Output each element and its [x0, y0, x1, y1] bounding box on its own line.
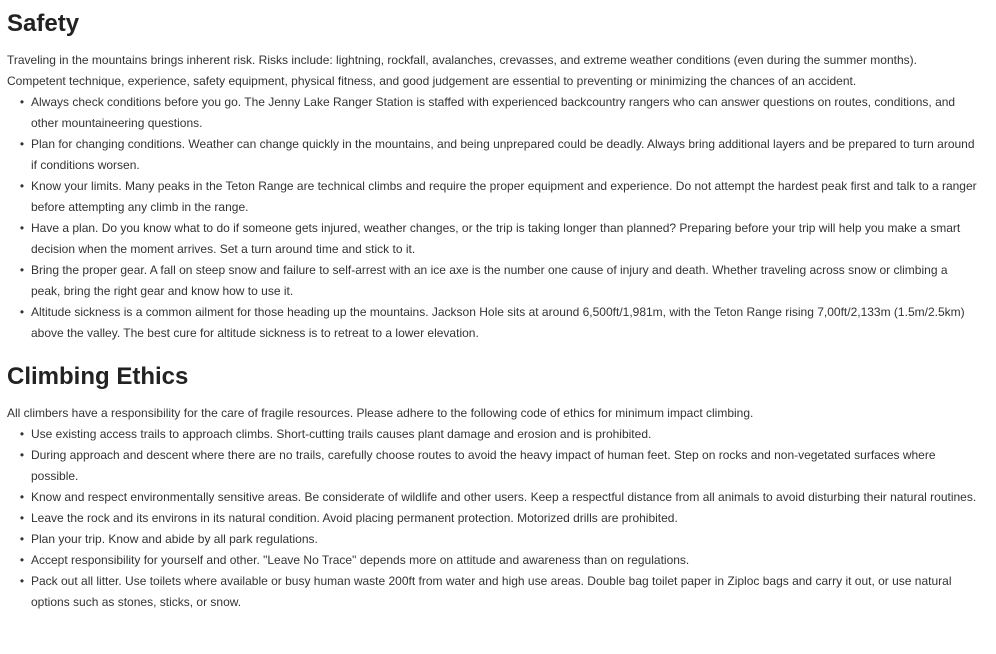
bullet-icon: • [19, 448, 25, 462]
list-item-text: Leave the rock and its environs in its natural condition. Avoid placing permanent protection. Motorized drills are prohibited. [31, 511, 678, 525]
list-item [19, 260, 977, 302]
list-item [19, 445, 977, 487]
list-item-text: Pack out all litter. Use toilets where available or busy human waste 200ft from water and high use areas. Double bag toilet paper in Ziploc bags and carry it out, or use natural options such as stones, sticks, or snow. [31, 574, 952, 609]
list-item [19, 218, 977, 260]
bullet-icon: • [19, 179, 25, 193]
list-item [19, 92, 977, 134]
list-item [19, 487, 977, 508]
list-item [19, 176, 977, 218]
list-item-text: Use existing access trails to approach climbs. Short-cutting trails causes plant damage and erosion and is prohibited. [31, 427, 652, 441]
climbing-ethics-intro: All climbers have a responsibility for the care of fragile resources. Please adhere to the following code of ethics for minimum impact climbing. [7, 406, 754, 420]
list-item [19, 529, 977, 550]
bullet-icon: • [19, 137, 25, 151]
list-item [19, 550, 977, 571]
list-item-text: Have a plan. Do you know what to do if someone gets injured, weather changes, or the trip is taking longer than planned? Preparing before your trip will help you make a smart decision when the moment arrives. Set a turn around time and stick to it. [31, 221, 961, 256]
list-item-text: Plan for changing conditions. Weather can change quickly in the mountains, and being unprepared could be deadly. Always bring additional layers and be prepared to turn around if conditions worsen. [31, 137, 975, 172]
list-item-text: Know and respect environmentally sensitive areas. Be considerate of wildlife and other users. Keep a respectful distance from all animals to avoid disturbing their natural routines. [31, 490, 977, 504]
bullet-icon: • [19, 427, 25, 441]
list-item [19, 424, 977, 445]
list-item-text: Always check conditions before you go. The Jenny Lake Ranger Station is staffed with experienced backcountry rangers who can answer questions on routes, conditions, and other mountaineering questions. [31, 95, 956, 130]
list-item-text: Bring the proper gear. A fall on steep snow and failure to self-arrest with an ice axe is the number one cause of injury and death. Whether traveling across snow or climbing a peak, bring the right gear and know how to use it. [31, 263, 948, 298]
bullet-icon: • [19, 95, 25, 109]
list-item [19, 302, 977, 344]
bullet-icon: • [19, 221, 25, 235]
list-item-text: Know your limits. Many peaks in the Teton Range are technical climbs and require the proper equipment and experience. Do not attempt the hardest peak first and talk to a ranger before attempting any climb in the range. [31, 179, 977, 214]
list-item [19, 571, 977, 613]
bullet-icon: • [19, 263, 25, 277]
list-item-text: During approach and descent where there are no trails, carefully choose routes to avoid the heavy impact of human feet. Step on rocks and non-vegetated surfaces where possible. [31, 448, 936, 483]
climbing-ethics-heading: Climbing Ethics [7, 363, 189, 390]
list-item [19, 134, 977, 176]
safety-intro: Traveling in the mountains brings inherent risk. Risks include: lightning, rockfall, avalanches, crevasses, and extreme weather conditions (even during the summer months). Competent technique, experience, safety equipment, physical fitness, and good judgement are essential to preventing or minimizing the chances of an accident. [7, 53, 917, 88]
bullet-icon: • [19, 532, 25, 546]
list-item [19, 508, 977, 529]
list-item-text: Plan your trip. Know and abide by all park regulations. [31, 532, 318, 546]
bullet-icon: • [19, 553, 25, 567]
safety-list [7, 92, 977, 344]
list-item-text: Altitude sickness is a common ailment for those heading up the mountains. Jackson Hole sits at around 6,500ft/1,981m, with the Teton Range rising 7,00ft/2,133m (1.5m/2.5km) above the valley. The best cure for altitude sickness is to retreat to a lower elevation. [31, 305, 965, 340]
bullet-icon: • [19, 511, 25, 525]
list-item-text: Accept responsibility for yourself and other. "Leave No Trace" depends more on attitude and awareness than on regulations. [31, 553, 690, 567]
bullet-icon: • [19, 305, 25, 319]
climbing-ethics-list [7, 424, 977, 613]
bullet-icon: • [19, 490, 25, 504]
safety-heading: Safety [7, 10, 80, 37]
bullet-icon: • [19, 574, 25, 588]
